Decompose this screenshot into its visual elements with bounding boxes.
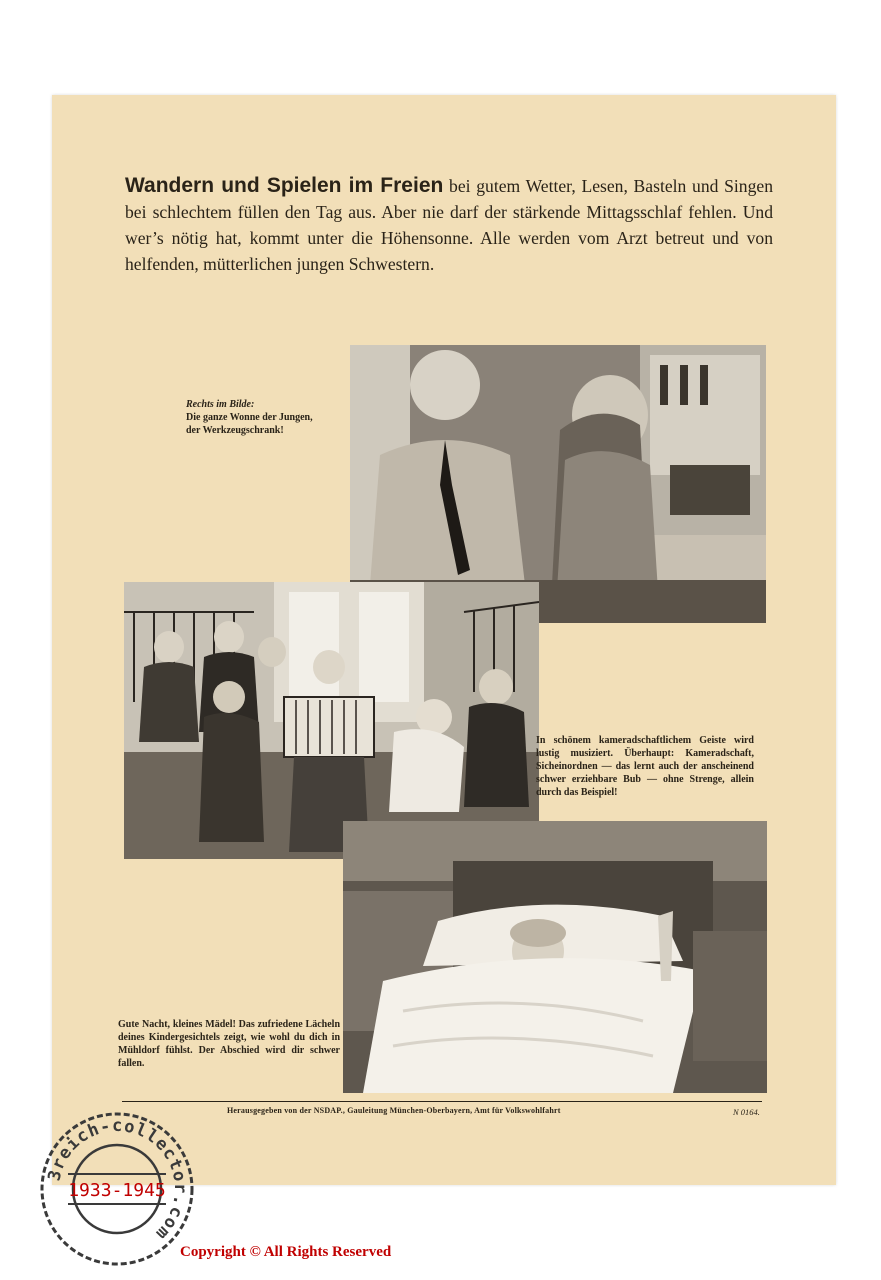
footer-publisher: Herausgegeben von der NSDAP., Gauleitung München-Oberbayern, Amt für Volkswohlfahrt [227, 1106, 561, 1115]
leaflet-page [52, 95, 836, 1185]
stamp-years: 1933-1945 [68, 1180, 166, 1201]
caption-music [536, 734, 754, 799]
photo-music [124, 582, 539, 859]
caption-tool-cabinet-line1: Die ganze Wonne der Jungen, [186, 412, 313, 423]
caption-tool-cabinet [186, 398, 336, 437]
photo-sleeping-girl [343, 821, 767, 1093]
caption-music-text: In schönem kameradschaftlichem Geiste wird lustig musiziert. Überhaupt: Kameradschaft, Sicheinordnen — das lernt auch der anscheinend schwer erziehbare Bub — ohne Strenge, allein durch das Beispiel! [536, 735, 754, 798]
watermark-stamp [38, 1110, 196, 1268]
footer-code: N 0164. [733, 1107, 760, 1117]
intro-paragraph [125, 173, 773, 277]
copyright-notice: Copyright © All Rights Reserved [180, 1244, 392, 1260]
stamp-ring-text: 3reich-collector.com [44, 1115, 191, 1244]
caption-sleeping-girl-text: Gute Nacht, kleines Mädel! Das zufriedene Lächeln deines Kindergesichtels zeigt, wie wohl du dich in Mühldorf fühlst. Der Abschied wird dir schwer fallen. [118, 1019, 340, 1069]
caption-sleeping-girl [118, 1018, 340, 1070]
intro-lead: Wandern und Spielen im Freien [125, 174, 444, 197]
caption-tool-cabinet-title: Rechts im Bilde: [186, 399, 255, 410]
intro-text: bei gutem Wetter, Lesen, Basteln und Singen bei schlechtem füllen den Tag aus. Aber nie darf der stärkende Mittagsschlaf fehlen. Und wer’s nötig hat, kommt unter die Höhensonne. Alle werden vom Arzt betreut und von helfenden, mütterlichen jungen Schwestern. [125, 176, 774, 274]
caption-tool-cabinet-line2: der Werkzeugschrank! [186, 425, 284, 436]
footer-rule [122, 1101, 762, 1102]
